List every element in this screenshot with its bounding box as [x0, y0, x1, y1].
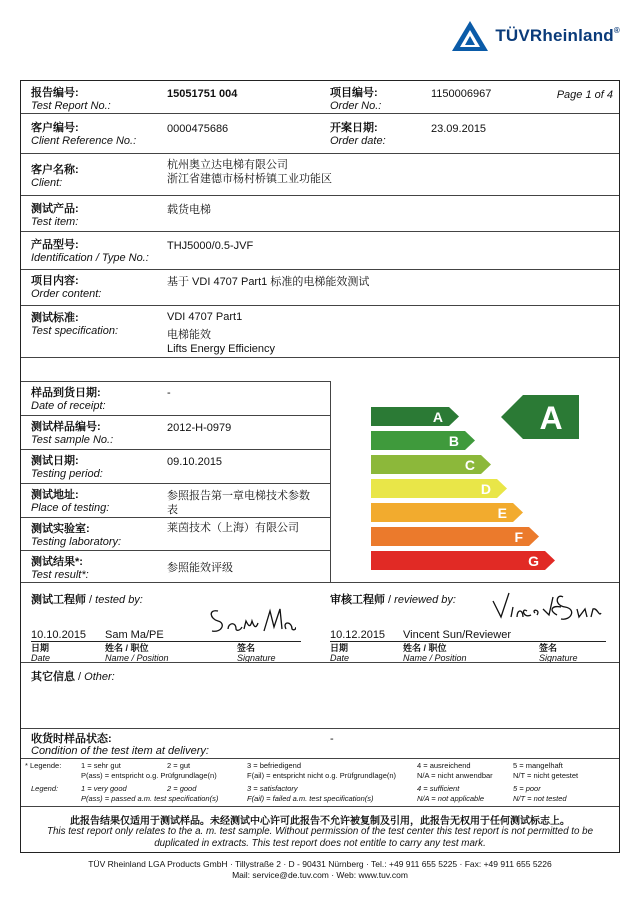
client-label-en: Client: — [31, 177, 63, 189]
row-legend — [21, 758, 619, 806]
grade-label-d: D — [480, 481, 491, 497]
brand-name: TÜVRheinland® — [495, 26, 620, 45]
reviewed-name-caption: 姓名 / 职位 Name / Position — [403, 643, 467, 663]
order-date-label: 开案日期: — [330, 122, 378, 134]
svg-text:Sam Ma: Sam Ma — [206, 603, 210, 604]
other-label: 其它信息 / Other: — [31, 671, 115, 683]
legend-de-4: 4 = ausreichend — [417, 761, 471, 770]
grade-label-a: A — [432, 409, 443, 425]
row-signatures — [21, 582, 619, 662]
condition-label: 收货时样品状态: — [31, 733, 112, 745]
row-type-no — [21, 231, 619, 269]
order-content-value: 基于 VDI 4707 Part1 标准的电梯能效测试 — [167, 276, 370, 288]
result-label: 测试结果*: — [31, 556, 83, 568]
reviewed-by-label: 审核工程师 / reviewed by: — [330, 594, 456, 606]
legend-de-pass: P(ass) = entspricht o.g. Prüfgrundlage(n) — [81, 771, 217, 780]
period-label-en: Testing period: — [31, 468, 103, 480]
row-order-content — [21, 269, 619, 305]
tested-signature — [206, 603, 296, 639]
legend-en-2: 2 = good — [167, 784, 197, 793]
test-item-value: 载货电梯 — [167, 204, 211, 216]
place-value-line1: 参照报告第一章电梯技术参数 — [167, 490, 310, 502]
grade-bar-a — [371, 407, 459, 426]
test-spec-standard: VDI 4707 Part1 — [167, 311, 243, 323]
reviewed-date-caption: 日期 Date — [330, 643, 350, 663]
legend-en-5: 5 = poor — [513, 784, 541, 793]
grade-label-b: B — [448, 433, 459, 449]
client-name: 杭州奥立达电梯有限公司 — [167, 159, 288, 171]
tested-name: Sam Ma/PE — [105, 629, 164, 641]
reviewed-name: Vincent Sun/Reviewer — [403, 629, 512, 641]
grade-label-e: E — [497, 505, 507, 521]
legend-de-title: * Legende: — [25, 761, 62, 770]
tested-sig-caption: 签名 Signature — [237, 643, 276, 663]
legend-de-3: 3 = befriedigend — [247, 761, 302, 770]
type-no-label: 产品型号: — [31, 239, 79, 251]
order-no-label: 项目编号: — [330, 87, 378, 99]
svg-text:Vincent Sun: Vincent Sun — [491, 587, 497, 588]
legend-de-2: 2 = gut — [167, 761, 191, 770]
legend-en-title: Legend: — [31, 784, 59, 793]
report-no-value: 15051751 004 — [167, 88, 238, 100]
disclaimer-en-1: This test report only relates to the a. m. test sample. Without permission of the test center this test report is not permitted to be — [46, 826, 594, 837]
row-receipt — [21, 381, 330, 415]
test-item-label-en: Test item: — [31, 216, 79, 228]
grade-label-g: G — [528, 553, 539, 569]
tested-name-caption: 姓名 / 职位 Name / Position — [105, 643, 169, 663]
reviewed-sig-caption: 签名 Signature — [539, 643, 578, 663]
row-disclaimer — [21, 806, 619, 852]
client-address: 浙江省建德市杨村桥镇工业功能区 — [167, 173, 332, 185]
energy-grade-scale — [331, 381, 619, 582]
legend-de-na: N/A = nicht anwendbar — [417, 771, 493, 780]
order-content-label: 项目内容: — [31, 275, 79, 287]
disclaimer-zh: 此报告结果仅适用于测试样品。未经测试中心许可此报告不允许被复制及引用，此报告无权用于任何测试标志上。 — [70, 816, 570, 827]
reviewed-signature — [491, 587, 611, 627]
row-client — [21, 153, 619, 195]
legend-en-fail: F(ail) = failed a.m. test specification(s) — [247, 794, 374, 803]
test-item-label: 测试产品: — [31, 203, 79, 215]
report-no-label-en: Test Report No.: — [31, 100, 111, 112]
row-report-no — [21, 81, 619, 113]
row-client-ref — [21, 113, 619, 153]
sample-no-label: 测试样品编号: — [31, 421, 101, 433]
type-no-label-en: Identification / Type No.: — [31, 252, 149, 264]
legend-en-na: N/A = not applicable — [417, 794, 485, 803]
disclaimer-en-2: duplicated in extracts. This test report does not entitle to carry any test mark. — [154, 838, 486, 849]
page-number: Page 1 of 4 — [556, 89, 613, 101]
legend-de-5: 5 = mangelhaft — [513, 761, 563, 770]
row-testing-period — [21, 449, 330, 483]
grade-bar-b — [371, 431, 475, 450]
grade-label-c: C — [464, 457, 475, 473]
client-ref-label-en: Client Reference No.: — [31, 135, 137, 147]
condition-value: - — [330, 733, 334, 745]
receipt-label-en: Date of receipt: — [31, 400, 106, 412]
client-ref-value: 0000475686 — [167, 123, 229, 135]
place-value-line2: 表 — [167, 504, 178, 516]
result-value: 参照能效评级 — [167, 562, 233, 574]
period-value: 09.10.2015 — [167, 456, 223, 468]
tested-date: 10.10.2015 — [31, 629, 87, 641]
place-label-en: Place of testing: — [31, 502, 110, 514]
receipt-label: 样品到货日期: — [31, 387, 101, 399]
row-spacer — [21, 357, 619, 381]
lab-value: 莱茵技术（上海）有限公司 — [167, 522, 299, 534]
row-test-item — [21, 195, 619, 231]
row-result — [21, 550, 330, 582]
energy-grade-panel — [330, 381, 619, 582]
condition-label-en: Condition of the test item at delivery: — [31, 745, 209, 757]
row-other — [21, 662, 619, 728]
sample-no-value: 2012-H-0979 — [167, 422, 232, 434]
tested-sign-line — [31, 641, 301, 642]
lab-label: 测试实验室: — [31, 523, 90, 535]
lab-label-en: Testing laboratory: — [31, 536, 122, 548]
result-label-en: Test result*: — [31, 569, 89, 581]
place-label: 测试地址: — [31, 489, 79, 501]
legend-en-4: 4 = sufficient — [417, 784, 460, 793]
legend-en-1: 1 = very good — [81, 784, 127, 793]
test-spec-label-en: Test specification: — [31, 325, 119, 337]
type-no-value: THJ5000/0.5-JVF — [167, 240, 254, 252]
order-date-value: 23.09.2015 — [431, 123, 487, 135]
grade-label-f: F — [514, 529, 523, 545]
test-spec-label: 测试标准: — [31, 312, 79, 324]
test-spec-title-zh: 电梯能效 — [167, 329, 211, 341]
row-sample-no — [21, 415, 330, 449]
client-ref-label: 客户编号: — [31, 122, 79, 134]
report-no-label: 报告编号: — [31, 87, 79, 99]
legend-en-pass: P(ass) = passed a.m. test specification(s) — [81, 794, 219, 803]
footer-address: TÜV Rheinland LGA Products GmbH · Tillystraße 2 · D - 90431 Nürnberg · Tel.: +49 911 655 5225 · Fax: +49 911 655 5226 — [88, 859, 552, 869]
row-lab — [21, 517, 330, 550]
order-content-label-en: Order content: — [31, 288, 102, 300]
client-label: 客户名称: — [31, 164, 79, 176]
legend-de-1: 1 = sehr gut — [81, 761, 121, 770]
tested-by-label: 测试工程师 / tested by: — [31, 594, 143, 606]
period-label: 测试日期: — [31, 455, 79, 467]
receipt-value: - — [167, 387, 171, 399]
order-no-label-en: Order No.: — [330, 100, 382, 112]
legend-en-nt: N/T = not tested — [513, 794, 567, 803]
tuv-logo — [451, 20, 620, 52]
report-frame — [20, 80, 620, 853]
row-place — [21, 483, 330, 517]
order-no-value: 1150006967 — [431, 88, 492, 100]
triangle-logo-icon — [451, 20, 489, 52]
result-grade-letter: A — [539, 400, 563, 436]
tested-date-caption: 日期 Date — [31, 643, 51, 663]
legend-de-nt: N/T = nicht getestet — [513, 771, 579, 780]
row-condition — [21, 728, 619, 758]
legend-de-fail: F(ail) = entspricht nicht o.g. Prüfgrundlage(n) — [247, 771, 397, 780]
reviewed-date: 10.12.2015 — [330, 629, 386, 641]
sample-no-label-en: Test sample No.: — [31, 434, 114, 446]
reviewed-sign-line — [330, 641, 606, 642]
legend-en-3: 3 = satisfactory — [247, 784, 298, 793]
order-date-label-en: Order date: — [330, 135, 386, 147]
row-test-spec — [21, 305, 619, 357]
footer-contact: Mail: service@de.tuv.com · Web: www.tuv.com — [232, 870, 408, 880]
test-spec-title-en: Lifts Energy Efficiency — [167, 343, 276, 355]
